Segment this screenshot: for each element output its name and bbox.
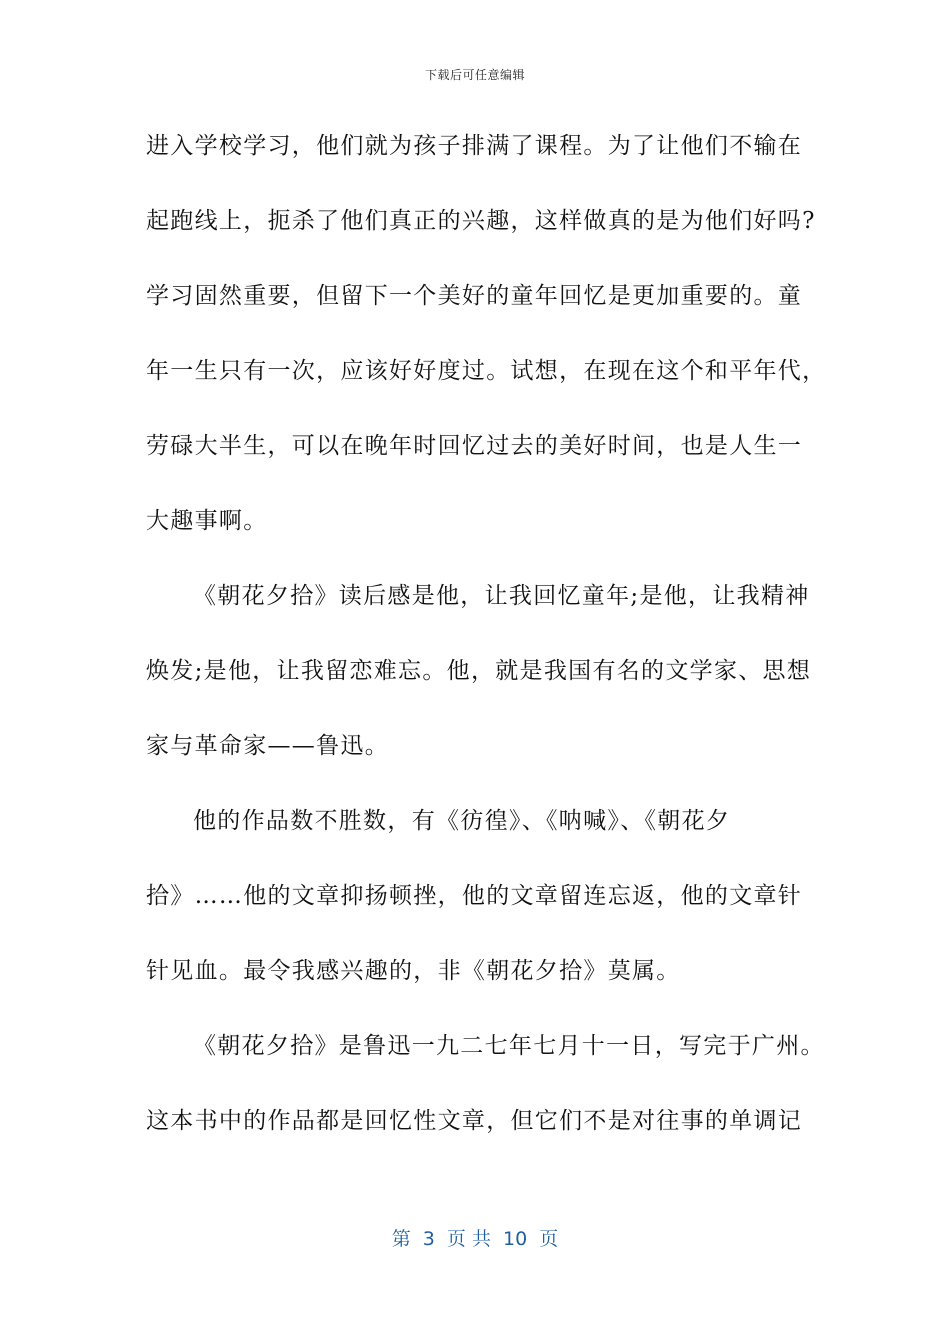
text-line: 进入学校学习，他们就为孩子排满了课程。为了让他们不输在: [146, 133, 803, 159]
text-line: 劳碌大半生，可以在晚年时回忆过去的美好时间，也是人生一: [146, 433, 803, 459]
text-line: 焕发;是他，让我留恋难忘。他，就是我国有名的文学家、思想: [146, 658, 812, 684]
page-number-footer: 第 3 页 共 10 页: [391, 1228, 559, 1250]
text-line: 大趣事啊。: [146, 508, 268, 534]
text-line: 《朝花夕拾》是鲁迅一九二七年七月十一日，写完于广州。: [193, 1033, 825, 1059]
text-line: 《朝花夕拾》读后感是他，让我回忆童年;是他，让我精神: [193, 583, 810, 609]
text-line: 起跑线上，扼杀了他们真正的兴趣，这样做真的是为他们好吗?: [146, 208, 816, 234]
text-line: 针见血。最令我感兴趣的，非《朝花夕拾》莫属。: [146, 958, 681, 984]
text-line: 年一生只有一次，应该好好度过。试想，在现在这个和平年代，: [146, 358, 827, 384]
text-line: 这本书中的作品都是回忆性文章，但它们不是对往事的单调记: [146, 1108, 803, 1134]
text-line: 拾》……他的文章抑扬顿挫，他的文章留连忘返，他的文章针: [146, 883, 803, 909]
text-line: 他的作品数不胜数，有《彷徨》、《呐喊》、《朝花夕: [193, 808, 731, 834]
document-body: [146, 121, 827, 1171]
header-note: 下载后可任意编辑: [424, 68, 525, 82]
text-line: 学习固然重要，但留下一个美好的童年回忆是更加重要的。童: [146, 283, 803, 309]
text-line: 家与革命家——鲁迅。: [146, 733, 389, 759]
